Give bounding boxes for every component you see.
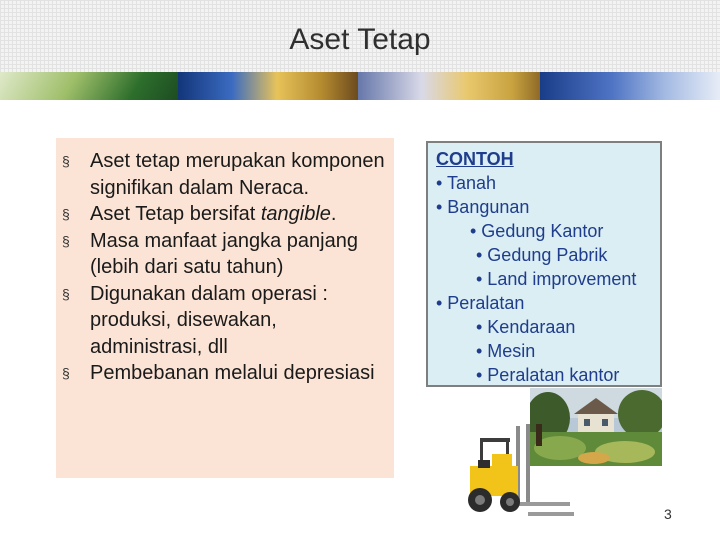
list-item-text: Masa manfaat jangka panjang (lebih dari satu tahun) bbox=[90, 229, 358, 278]
page-number: 3 bbox=[664, 506, 672, 522]
list-item-italic-text: tangible bbox=[260, 203, 331, 225]
banner-segment-coins bbox=[358, 72, 540, 100]
example-subline: • Gedung Pabrik bbox=[476, 245, 608, 265]
list-item bbox=[56, 148, 386, 201]
bullet-icon: § bbox=[62, 365, 70, 381]
list-item bbox=[56, 360, 386, 387]
example-line: • Tanah bbox=[436, 173, 497, 193]
list-item-text: Digunakan dalam operasi : produksi, disewakan, administrasi, dll bbox=[90, 282, 328, 358]
banner-segment-keyboard bbox=[540, 72, 720, 100]
list-item-text: Aset Tetap bersifat bbox=[90, 203, 261, 225]
list-item-text: Pembebanan melalui depresiasi bbox=[90, 362, 375, 384]
example-subline: • Gedung Kantor bbox=[470, 221, 604, 241]
example-subline: • Mesin bbox=[476, 341, 536, 361]
left-text-panel bbox=[56, 138, 394, 478]
bullet-icon: § bbox=[62, 153, 70, 169]
example-subline: • Land improvement bbox=[476, 269, 637, 289]
example-line: • Peralatan bbox=[436, 293, 525, 313]
example-line: • Bangunan bbox=[436, 197, 530, 217]
slide-title: Aset Tetap bbox=[289, 23, 431, 56]
examples-panel bbox=[426, 141, 662, 387]
header-photo-banner bbox=[0, 72, 720, 100]
examples-heading: CONTOH bbox=[436, 149, 514, 169]
list-item-text: Aset tetap merupakan komponen signifikan dalam Neraca. bbox=[90, 150, 385, 199]
list-item bbox=[56, 201, 386, 228]
forklift-illustration bbox=[458, 420, 578, 524]
list-item-text-end: . bbox=[330, 203, 337, 225]
example-subline: • Peralatan kantor bbox=[476, 365, 620, 385]
banner-segment-plant bbox=[0, 72, 178, 100]
bullet-icon: § bbox=[62, 232, 70, 249]
banner-segment-calculator bbox=[178, 72, 358, 100]
bullet-list bbox=[56, 138, 394, 387]
list-item bbox=[56, 228, 386, 281]
example-subline: • Kendaraan bbox=[476, 317, 576, 337]
bullet-icon: § bbox=[62, 206, 70, 222]
list-item bbox=[56, 281, 386, 361]
bullet-icon: § bbox=[62, 285, 70, 302]
